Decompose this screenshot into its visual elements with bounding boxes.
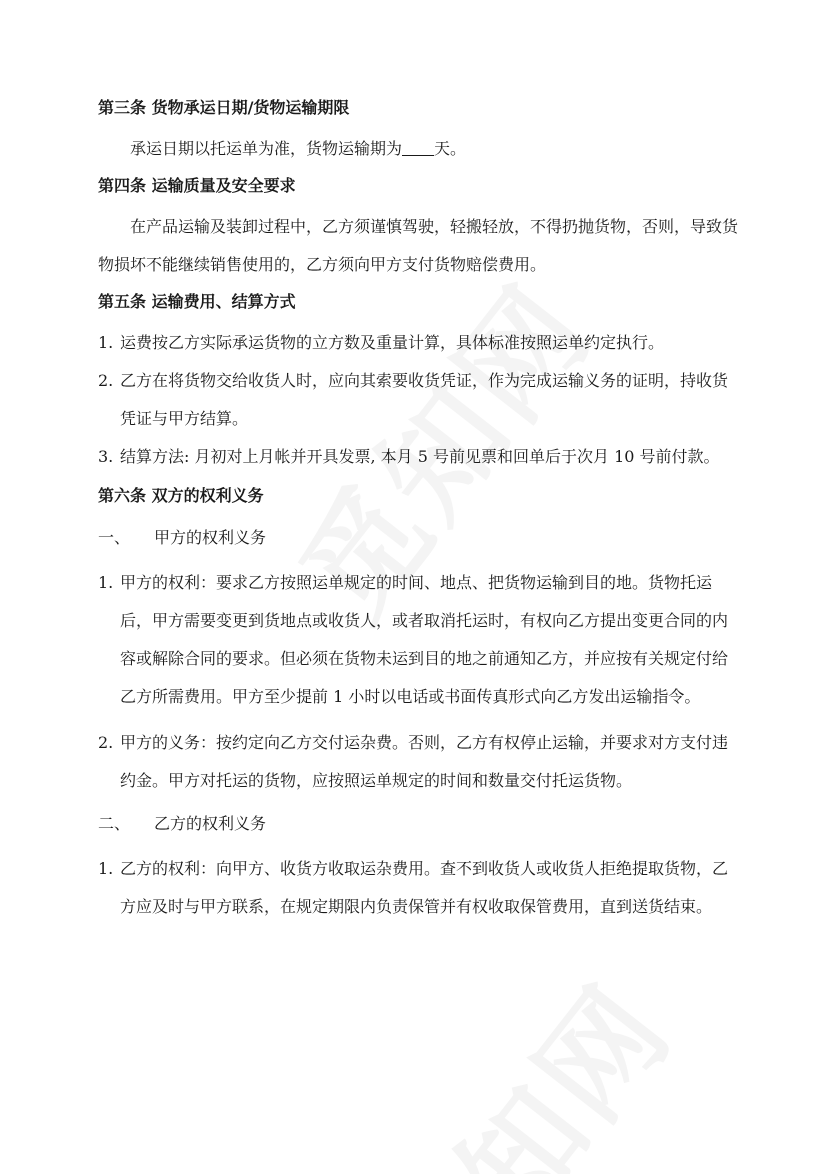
article-5-list bbox=[98, 324, 738, 476]
party-a-mark: 一、 bbox=[98, 528, 131, 547]
party-b-subheading bbox=[98, 812, 738, 836]
watermark-text-lower bbox=[335, 944, 703, 1174]
party-b-title: 乙方的权利义务 bbox=[154, 814, 267, 833]
list-item bbox=[98, 438, 738, 476]
party-a-list bbox=[98, 564, 738, 800]
list-item-text: 运费按乙方实际承运货物的立方数及重量计算，具体标准按照运单约定执行。 bbox=[120, 333, 665, 352]
party-a-subheading bbox=[98, 526, 738, 550]
list-item bbox=[98, 324, 738, 362]
article-3-text bbox=[98, 130, 738, 168]
list-item-number: 1. bbox=[98, 573, 114, 592]
list-item-number: 1. bbox=[98, 333, 114, 352]
list-item-text: 甲方的权利：要求乙方按照运单规定的时间、地点、把货物运输到目的地。货物托运后，甲方需要变更到货地点或收货人，或者取消托运时，有权向乙方提出变更合同的内容或解除合同的要求。但必须在货物未运到目的地之前通知乙方，并应按有关规定付给乙方所需费用。甲方至少提前 1 小时以电话或书面传真形式向乙方发出运输指令。 bbox=[120, 573, 729, 706]
list-item-text: 结算方法: 月初对上月帐并开具发票, 本月 5 号前见票和回单后于次月 10 号前付款。 bbox=[120, 447, 720, 466]
list-item-number: 2. bbox=[98, 371, 114, 390]
list-item bbox=[98, 362, 738, 438]
list-item-text: 甲方的义务：按约定向乙方交付运杂费。否则，乙方有权停止运输，并要求对方支付违约金。甲方对托运的货物，应按照运单规定的时间和数量交付托运货物。 bbox=[120, 733, 729, 790]
list-item bbox=[98, 724, 738, 800]
article-3-text-after: 天。 bbox=[434, 139, 467, 158]
party-a-title: 甲方的权利义务 bbox=[154, 528, 267, 547]
list-item-number: 2. bbox=[98, 733, 114, 752]
list-item-number: 1. bbox=[98, 859, 114, 878]
list-item-number: 3. bbox=[98, 447, 114, 466]
list-item bbox=[98, 850, 738, 926]
party-b-list bbox=[98, 850, 738, 926]
list-item-text: 乙方在将货物交给收货人时，应向其索要收货凭证，作为完成运输义务的证明，持收货凭证与甲方结算。 bbox=[120, 371, 729, 428]
article-6-heading: 第六条 双方的权利义务 bbox=[98, 486, 264, 505]
party-b-mark: 二、 bbox=[98, 814, 131, 833]
article-3-heading: 第三条 货物承运日期/货物运输期限 bbox=[98, 98, 350, 117]
article-4-text: 在产品运输及装卸过程中，乙方须谨慎驾驶，轻搬轻放，不得扔抛货物，否则，导致货物损坏不能继续销售使用的，乙方须向甲方支付货物赔偿费用。 bbox=[98, 217, 739, 274]
article-5-heading: 第五条 运输费用、结算方式 bbox=[98, 292, 296, 311]
article-4-heading: 第四条 运输质量及安全要求 bbox=[98, 176, 296, 195]
list-item-text: 乙方的权利：向甲方、收货方收取运杂费用。查不到收货人或收货人拒绝提取货物，乙方应及时与甲方联系，在规定期限内负责保管并有权收取保管费用，直到送货结束。 bbox=[120, 859, 729, 916]
blank-line bbox=[402, 139, 434, 156]
article-3-text-before: 承运日期以托运单为准，货物运输期为 bbox=[130, 139, 403, 158]
list-item bbox=[98, 564, 738, 716]
document-content bbox=[98, 96, 738, 926]
